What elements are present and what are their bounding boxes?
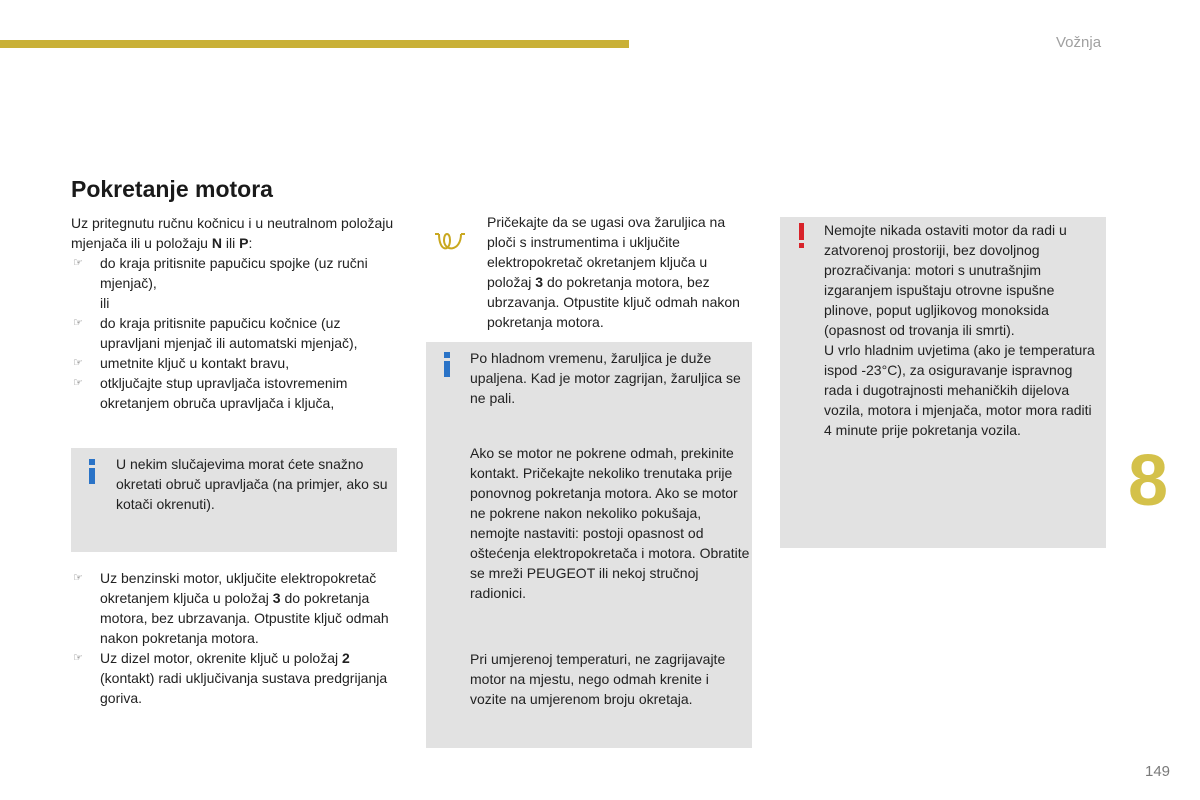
pointing-hand-icon: ☞ — [73, 377, 83, 389]
preheating-lamp-note: Pričekajte da se ugasi ova žaruljica na ploči s instrumentima i uključite elektropokretač okretanjem ključa u položaj 3 do pokretanja motora, bez ubrzavanja. Otpustite ključ odmah nakon pokretanja motora. — [431, 212, 751, 337]
start-procedure — [71, 213, 401, 413]
info-box-cold-start: Po hladnom vremenu, žaruljica je duže upaljena. Kad je motor zagrijan, žaruljica se ne pali. Ako se motor ne pokrene odmah, prekinite kontakt. Pričekajte nekoliko trenutaka prije ponovnog pokretanja motora. Ako se motor ne pokrene nakon nekoliko pokušaja, nemojte nastaviti: postoji opasnost od oštećenja elektropokretača i motora. Obratite se mreži PEUGEOT ili nekoj stručnoj radionici. Pri umjerenoj temperaturi, ne zagrijavajte motor na mjestu, nego odmah krenite i vozite na umjerenom broju okretaja. — [426, 342, 752, 748]
info-box-steering: U nekim slučajevima morat ćete snažno okretati obruč upravljača (na primjer, ako su kotači okrenuti). — [71, 448, 397, 552]
page-number: 149 — [1145, 763, 1171, 780]
engine-start-steps — [71, 568, 401, 708]
pointing-hand-icon: ☞ — [73, 357, 83, 369]
pointing-hand-icon: ☞ — [73, 572, 83, 584]
page-title: Pokretanje motora — [71, 176, 273, 202]
pointing-hand-icon: ☞ — [73, 257, 83, 269]
info-icon — [87, 459, 97, 485]
pointing-hand-icon: ☞ — [73, 317, 83, 329]
list-item: ☞ Uz dizel motor, okrenite ključ u položaj 2 (kontakt) radi uključivanja sustava predgrijanja goriva. — [73, 650, 388, 706]
preheating-coil-icon — [433, 230, 467, 252]
warning-exclamation-icon — [796, 223, 806, 249]
info-icon — [442, 352, 452, 378]
chapter-number: 8 — [1128, 441, 1169, 521]
list-item: ☞ umetnite ključ u kontakt bravu, — [73, 355, 290, 371]
pointing-hand-icon: ☞ — [73, 652, 83, 664]
list-item: ☞ do kraja pritisnite papučicu kočnice (uz upravljani mjenjač ili automatski mjenjač), — [73, 315, 358, 351]
intro-text: Uz pritegnutu ručnu kočnicu i u neutralnom položaju mjenjača ili u položaju N ili P: — [71, 215, 394, 251]
list-item: ☞ Uz benzinski motor, uključite elektropokretač okretanjem ključa u položaj 3 do pokretanja motora, bez ubrzavanja. Otpustite ključ odmah nakon pokretanja motora. — [73, 570, 389, 646]
header-accent-bar — [0, 40, 629, 48]
list-item: ☞ do kraja pritisnite papučicu spojke (uz ručni mjenjač), ili — [73, 255, 368, 311]
section-label: Vožnja — [1056, 34, 1102, 51]
warning-box: Nemojte nikada ostaviti motor da radi u zatvorenoj prostoriji, bez dovoljnog prozračivanja: motori s unutrašnjim izgaranjem ispuštaju otrovne ispušne plinove, poput ugljikovog monoksida (opasnost od trovanja ili smrti). U vrlo hladnim uvjetima (ako je temperatura ispod -23°C), za osiguravanje ispravnog rada i dugotrajnosti mehaničkih dijelova vozila, motora i mjenjača, motor mora raditi 4 minute prije pokretanja vozila. — [780, 217, 1106, 548]
list-item: ☞ otključajte stup upravljača istovremenim okretanjem obruča upravljača i ključa, — [73, 375, 348, 411]
